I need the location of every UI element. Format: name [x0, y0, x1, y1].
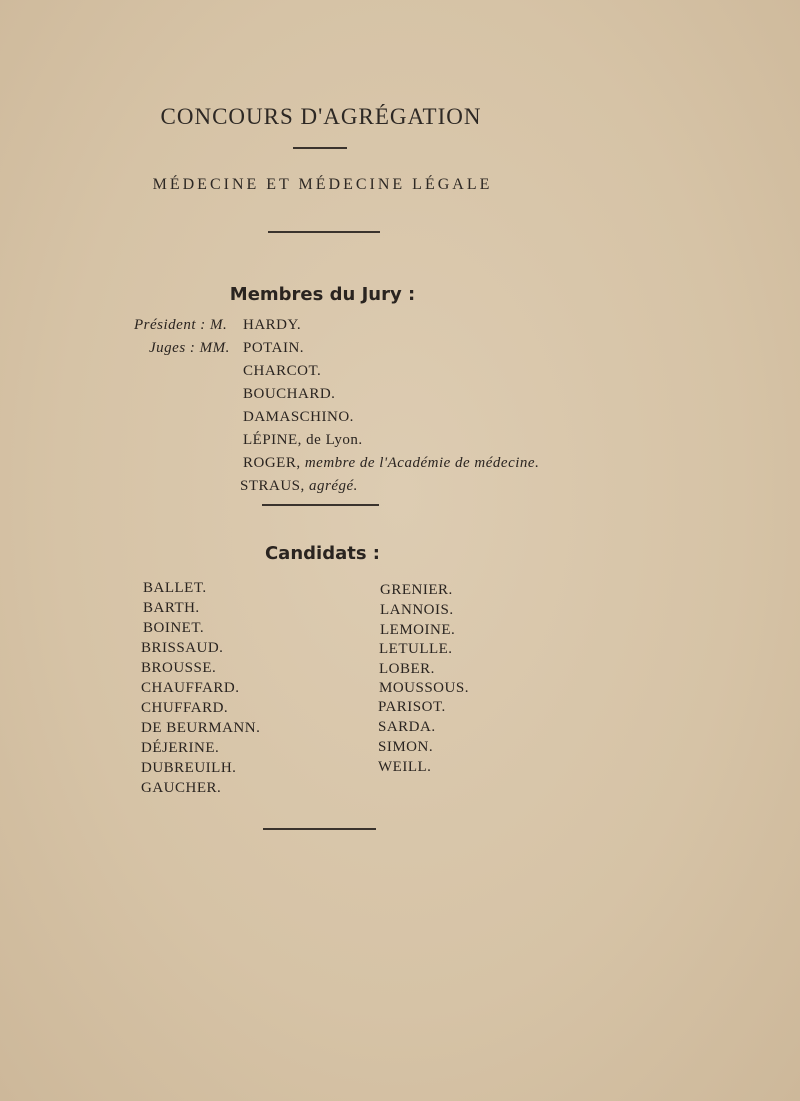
- candidate-name: LETULLE.: [379, 641, 453, 657]
- judge-name: DAMASCHINO.: [243, 409, 354, 425]
- subtitle-divider: [268, 231, 380, 233]
- judge-entry: [243, 340, 304, 357]
- candidate-name: BROUSSE.: [141, 660, 217, 676]
- jury-divider: [262, 504, 379, 506]
- title-divider: [293, 147, 347, 149]
- candidate-name: DE BEURMANN.: [141, 720, 261, 736]
- candidate-name: BALLET.: [143, 580, 207, 596]
- candidate-name: LOBER.: [379, 661, 435, 677]
- page-title: CONCOURS D'AGRÉGATION: [160, 104, 482, 129]
- candidate-name: BOINET.: [143, 620, 205, 636]
- judge-name: ROGER,: [243, 455, 301, 471]
- candidate-name: SIMON.: [378, 739, 434, 755]
- judge-entry: [243, 363, 321, 380]
- candidate-name: CHUFFARD.: [141, 700, 229, 716]
- candidate-name: DÉJERINE.: [141, 740, 220, 756]
- jury-heading: Membres du Jury :: [229, 284, 416, 305]
- candidate-name: GRENIER.: [380, 582, 453, 598]
- candidates-heading: Candidats :: [264, 543, 381, 564]
- candidate-name: CHAUFFARD.: [141, 680, 240, 696]
- judges-label-text: Juges : MM.: [149, 340, 230, 356]
- candidate-name: SARDA.: [378, 719, 436, 735]
- judge-note: membre de l'Académie de médecine.: [304, 455, 540, 471]
- candidate-name: BARTH.: [143, 600, 200, 616]
- page-subtitle: MÉDECINE ET MÉDECINE LÉGALE: [152, 176, 493, 193]
- candidate-name: GAUCHER.: [141, 780, 222, 796]
- president-row: [134, 317, 227, 334]
- judges-label: [149, 340, 230, 357]
- judge-entry: [240, 478, 358, 495]
- candidate-name: DUBREUILH.: [141, 760, 237, 776]
- judge-name: CHARCOT.: [243, 363, 322, 379]
- judge-entry: [243, 409, 354, 426]
- candidate-name: BRISSAUD.: [141, 640, 224, 656]
- judge-name: BOUCHARD.: [243, 386, 336, 402]
- candidate-name: LANNOIS.: [380, 602, 454, 618]
- candidate-name: LEMOINE.: [380, 622, 456, 638]
- president-name: HARDY.: [243, 317, 302, 333]
- judge-name: STRAUS,: [240, 478, 305, 494]
- judge-note: agrégé.: [309, 478, 358, 494]
- president-label: Président : M.: [134, 317, 228, 333]
- candidate-name: WEILL.: [378, 759, 432, 775]
- judge-entry: [243, 386, 335, 403]
- candidate-name: PARISOT.: [378, 699, 446, 715]
- candidates-divider: [263, 828, 376, 830]
- candidate-name: MOUSSOUS.: [379, 680, 469, 696]
- judge-name: POTAIN.: [243, 340, 305, 356]
- judge-entry: [243, 455, 539, 472]
- judge-name: LÉPINE, de Lyon.: [243, 432, 363, 448]
- judge-entry: [243, 432, 363, 449]
